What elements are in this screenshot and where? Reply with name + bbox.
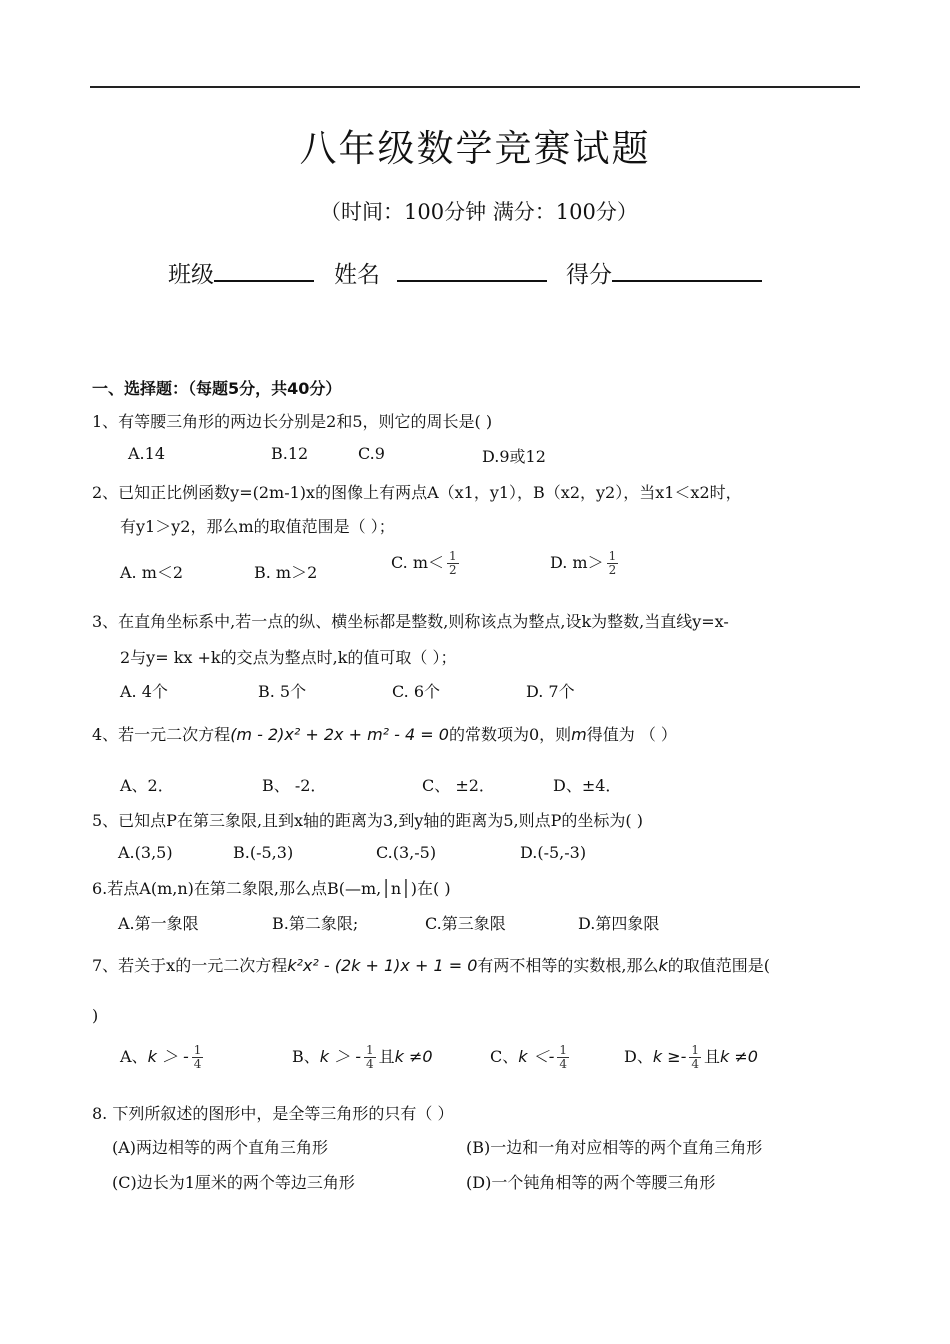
q4-option-b: B、 -2． [262, 776, 327, 795]
question-4: 4、若一元二次方程(m - 2)x² + 2x + m² - 4 = 0的常数项为0，则m得值为 （ ） [92, 725, 677, 744]
q8-option-a: (A)两边相等的两个直角三角形 [112, 1138, 329, 1157]
section-heading: 一、选择题：（每题5分，共40分） [92, 379, 342, 398]
question-6: 6.若点A(m,n)在第二象限,那么点B(—m,│n│)在( ) [92, 879, 451, 898]
question-1: 1、有等腰三角形的两边长分别是2和5，则它的周长是( ) [92, 412, 493, 431]
q5-option-c: C.(3,-5) [376, 843, 437, 862]
name-label: 姓名 [334, 262, 380, 288]
q6-option-a: A.第一象限 [118, 914, 199, 933]
q2-option-b: B. m＞2 [254, 563, 318, 582]
question-8: 8. 下列所叙述的图形中，是全等三角形的只有（ ） [92, 1104, 454, 1123]
score-blank[interactable] [612, 256, 762, 282]
class-label: 班级 [168, 262, 214, 288]
name-blank[interactable] [397, 256, 547, 282]
score-label: 得分 [566, 262, 612, 288]
question-5: 5、已知点P在第三象限,且到x轴的距离为3,到y轴的距离为5,则点P的坐标为( ) [92, 811, 643, 830]
question-3-line2: 2与y= kx +k的交点为整点时,k的值可取（ ）； [120, 648, 457, 667]
q5-option-d: D.(-5,-3) [520, 843, 587, 862]
fraction-quarter: $\frac{1}{4}$ [691, 1043, 700, 1072]
q7-option-d: D、k ≥- $\frac{1}{4}$ 且k ≠0 [624, 1043, 758, 1072]
q5-option-b: B.(-5,3) [233, 843, 294, 862]
q7-option-a: A、k ＞ - $\frac{1}{4}$ [120, 1043, 202, 1072]
q8-option-c: (C)边长为1厘米的两个等边三角形 [112, 1173, 355, 1192]
fraction-half: $\frac{1}{2}$ [608, 549, 617, 578]
fraction-half: $\frac{1}{2}$ [449, 549, 457, 578]
q3-option-c: C. 6个 [392, 682, 441, 701]
q2-option-d: D. m＞ $\frac{1}{2}$ [550, 549, 617, 578]
q6-option-b: B.第二象限; [272, 914, 359, 933]
question-2-line2: 有y1＞y2，那么m的取值范围是（ ）； [120, 517, 395, 536]
q4-option-c: C、 ±2． [422, 776, 495, 795]
fraction-quarter: $\frac{1}{4}$ [559, 1043, 568, 1072]
q4-option-d: D、±4． [553, 776, 622, 795]
question-2-line1: 2、已知正比例函数y=(2m-1)x的图像上有两点A（x1，y1），B（x2，y2），当x1＜x2时， [92, 483, 742, 502]
question-7: 7、若关于x的一元二次方程k²x² - (2k + 1)x + 1 = 0有两不相等的实数根,那么k的取值范围是( [92, 956, 771, 975]
q2-option-a: A. m＜2 [120, 563, 184, 582]
q7-option-c: C、k ＜- $\frac{1}{4}$ [490, 1043, 568, 1072]
score-field[interactable] [566, 256, 762, 289]
q3-option-b: B. 5个 [258, 682, 307, 701]
q5-option-a: A.(3,5) [118, 843, 173, 862]
name-field[interactable] [334, 256, 547, 289]
question-7-line2: ) [92, 1006, 99, 1025]
q3-option-d: D. 7个 [526, 682, 575, 701]
q4-option-a: A、2． [120, 776, 174, 795]
question-3-line1: 3、在直角坐标系中,若一点的纵、横坐标都是整数,则称该点为整点,设k为整数,当直线y=x- [92, 612, 729, 631]
fraction-quarter: $\frac{1}{4}$ [193, 1043, 202, 1072]
equation-q4: (m - 2)x² + 2x + m² - 4 = 0 [230, 725, 449, 744]
q1-option-b: B.12 [271, 444, 309, 463]
fraction-quarter: $\frac{1}{4}$ [365, 1043, 374, 1072]
q7-option-b: B、k ＞ - $\frac{1}{4}$ 且k ≠0 [292, 1043, 433, 1072]
q1-option-a: A.14 [128, 444, 165, 463]
class-blank[interactable] [214, 256, 314, 282]
equation-q7: k²x² - (2k + 1)x + 1 = 0 [287, 956, 478, 975]
q1-option-d: D.9或12 [482, 447, 546, 466]
class-field[interactable] [168, 256, 314, 289]
q3-option-a: A. 4个 [120, 682, 168, 701]
q2-option-c: C. m＜ $\frac{1}{2}$ [391, 549, 457, 578]
exam-subtitle: （时间：100分钟 满分：100分） [320, 200, 638, 224]
top-rule [90, 86, 860, 88]
q8-option-b: (B)一边和一角对应相等的两个直角三角形 [466, 1138, 763, 1157]
page-title: 八年级数学竞赛试题 [299, 127, 651, 170]
q6-option-d: D.第四象限 [578, 914, 660, 933]
q1-option-c: C.9 [358, 444, 385, 463]
q8-option-d: (D)一个钝角相等的两个等腰三角形 [466, 1173, 716, 1192]
q6-option-c: C.第三象限 [425, 914, 506, 933]
